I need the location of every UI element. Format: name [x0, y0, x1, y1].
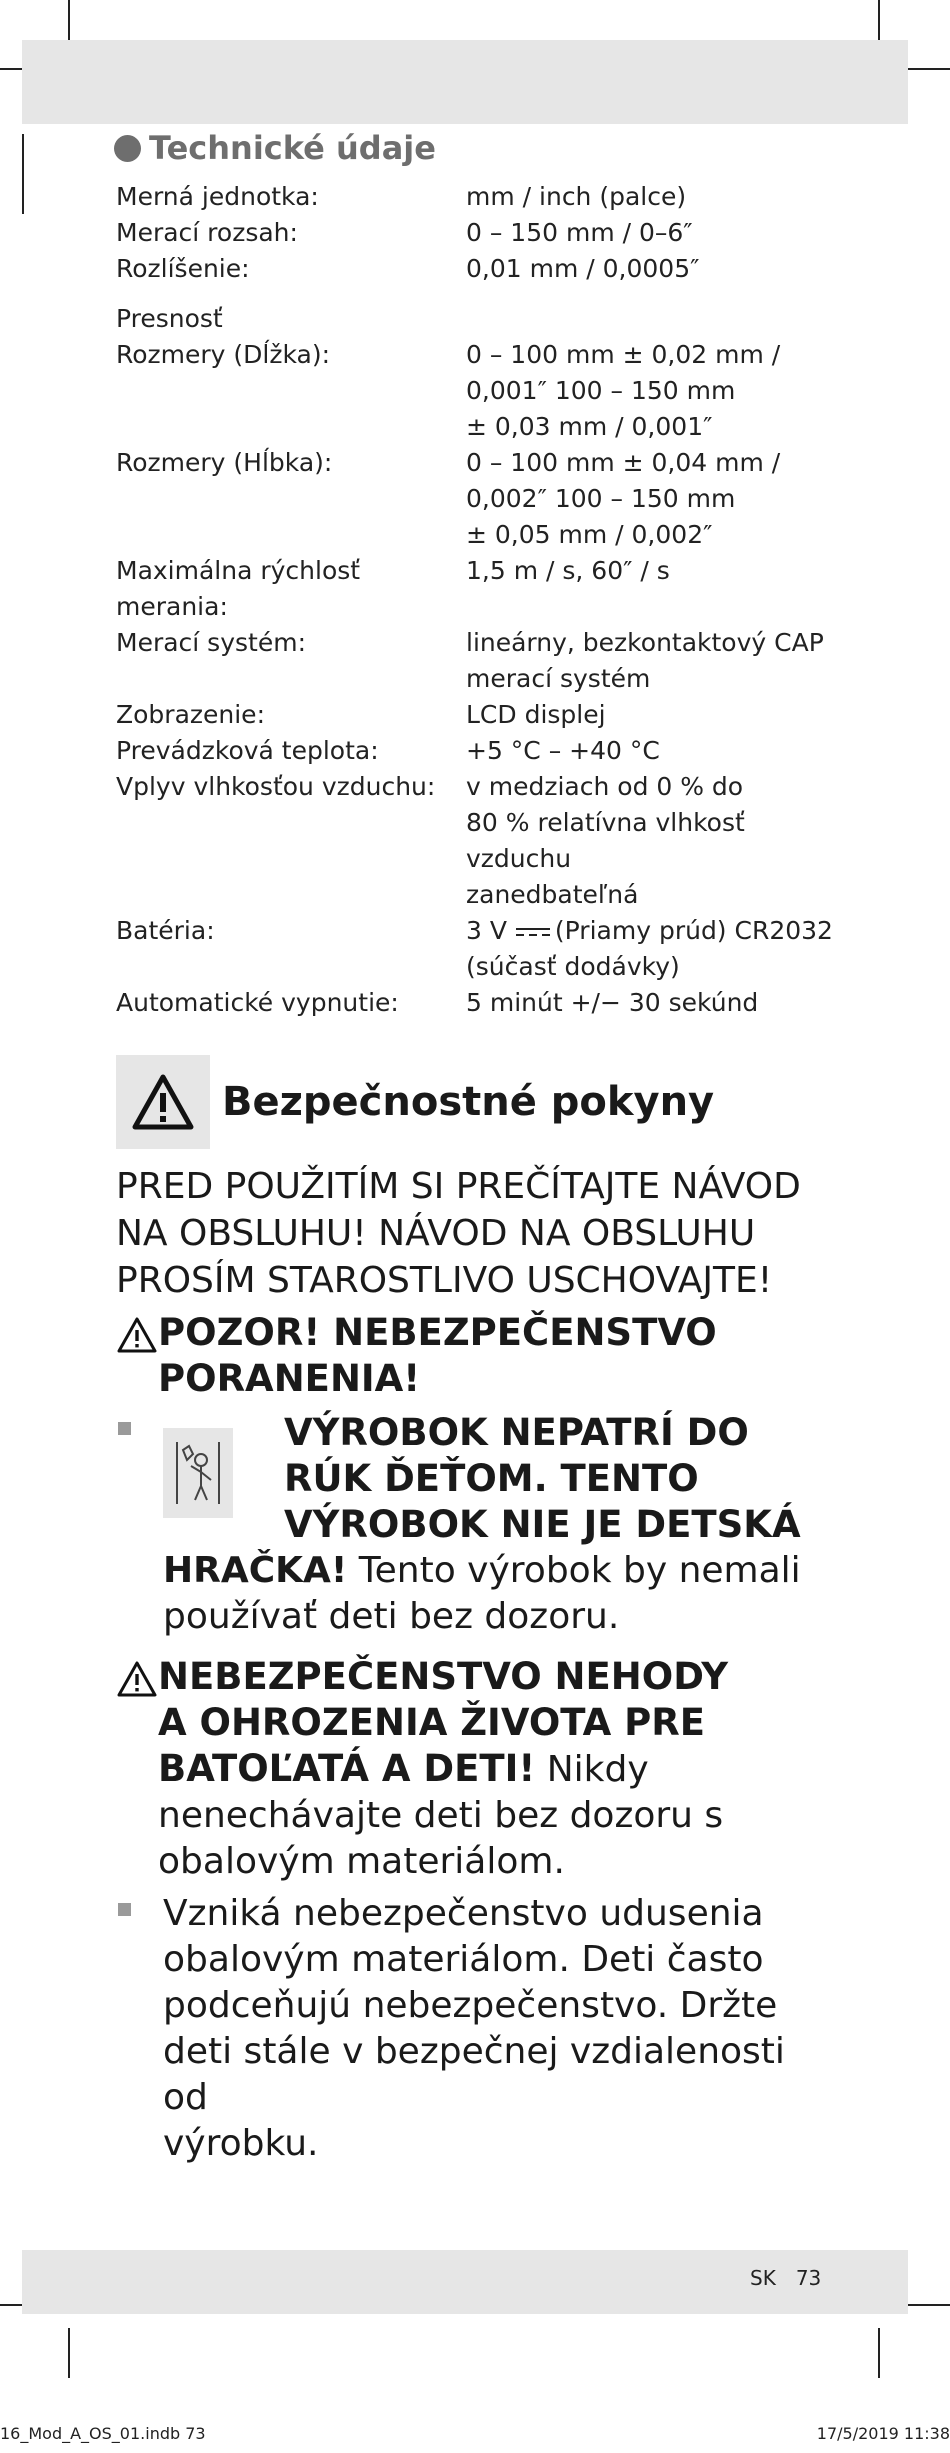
spec-value-line: +5 °C – +40 °C — [466, 736, 660, 765]
spec-value-line: ± 0,03 mm / 0,001″ — [466, 412, 713, 441]
spec-value-line: mm / inch (palce) — [466, 182, 687, 211]
spec-value — [466, 553, 836, 625]
spec-value-line: 0,002″ 100 – 150 mm — [466, 484, 736, 513]
warning-accident — [116, 1654, 836, 1885]
spec-label: Prevádzková teplota: — [116, 736, 379, 765]
spec-label: Rozmery (Dĺžka): — [116, 340, 331, 369]
warning-injury — [116, 1310, 836, 1402]
page-content — [116, 125, 836, 2167]
spec-row — [116, 445, 836, 553]
spec-value — [466, 697, 836, 733]
spec-table — [116, 179, 836, 1021]
spec-value-line: zanedbateľná — [466, 880, 639, 909]
crop-mark — [878, 0, 880, 40]
spec-row — [116, 215, 836, 251]
spec-row — [116, 179, 836, 215]
bullet-text: Tento výrobok by nemali — [347, 1550, 801, 1591]
spec-label: Merací systém: — [116, 628, 306, 657]
intro-line: PROSÍM STAROSTLIVO USCHOVAJTE! — [116, 1260, 773, 1301]
page-number: 73 — [795, 2266, 822, 2290]
spec-value-line: (súčasť dodávky) — [466, 952, 680, 981]
warning-line: NEBEZPEČENSTVO NEHODY — [158, 1655, 729, 1698]
bullet-text-line: podceňujú nebezpečenstvo. Držte — [163, 1985, 778, 2026]
spec-value-line: v medziach od 0 % do — [466, 772, 744, 801]
bullet-bold-line: VÝROBOK NEPATRÍ DO — [284, 1411, 749, 1454]
bullet-dot-icon — [114, 135, 141, 162]
spec-row — [116, 251, 836, 287]
spec-value — [466, 733, 836, 769]
spec-row — [116, 769, 836, 913]
spec-value — [466, 251, 836, 287]
spec-row — [116, 301, 836, 337]
crop-mark — [68, 2328, 70, 2378]
bullet-text-line: Vzniká nebezpečenstvo udusenia — [163, 1893, 764, 1934]
crop-mark — [906, 68, 950, 70]
child-warning-icon-box — [163, 1428, 233, 1518]
bullet-text-line: obalovým materiálom. Deti často — [163, 1939, 764, 1980]
spec-value-line: LCD displej — [466, 700, 606, 729]
spec-label: Zobrazenie: — [116, 700, 265, 729]
spec-row — [116, 337, 836, 445]
spacer — [116, 287, 836, 301]
bullet-text-line: deti stále v bezpečnej vzdialenosti od — [163, 2031, 785, 2118]
spec-value-line: 0,001″ 100 – 150 mm — [466, 376, 736, 405]
spec-value-line: 0,01 mm / 0,0005″ — [466, 254, 700, 283]
spec-label: Rozmery (Hĺbka): — [116, 448, 333, 477]
spec-label: Maximálna rýchlosť merania: — [116, 556, 361, 621]
direct-current-icon — [515, 926, 551, 938]
warning-text-normal: Nikdy — [535, 1749, 649, 1790]
print-slug-file: 16_Mod_A_OS_01.indb 73 — [0, 2424, 206, 2443]
spec-label: Merná jednotka: — [116, 182, 319, 211]
square-bullet-icon — [118, 1903, 131, 1916]
square-bullet-icon — [118, 1422, 131, 1435]
spec-value-line — [466, 913, 836, 949]
spec-label: Vplyv vlhkosťou vzduchu: — [116, 772, 436, 801]
spec-value-line: 0 – 150 mm / 0–6″ — [466, 218, 693, 247]
warning-line: POZOR! NEBEZPEČENSTVO — [158, 1311, 717, 1354]
child-hand-icon — [171, 1436, 225, 1510]
spec-value — [466, 625, 836, 697]
safety-title: Bezpečnostné pokyny — [222, 1079, 715, 1125]
warning-text — [158, 1310, 717, 1402]
bullet-children — [116, 1410, 836, 1640]
bullet-bold-line: RÚK ĎEŤOM. TENTO — [284, 1457, 699, 1500]
spec-value — [466, 337, 836, 445]
spec-value — [466, 215, 836, 251]
spec-value — [466, 301, 836, 337]
spec-value-line: merací systém — [466, 664, 651, 693]
spec-row — [116, 985, 836, 1021]
print-slug-date: 17/5/2019 11:38 — [816, 2424, 950, 2443]
bullet-mixed-line — [116, 1548, 836, 1594]
spec-label: Rozlíšenie: — [116, 254, 250, 283]
technical-heading — [114, 129, 836, 167]
spec-row — [116, 553, 836, 625]
spec-value — [466, 445, 836, 553]
warning-line: PORANENIA! — [158, 1357, 421, 1400]
spec-value — [466, 769, 836, 913]
spec-value-line: 80 % relatívna vlhkosť vzduchu — [466, 808, 745, 873]
warning-text-line: nenechávajte deti bez dozoru s — [158, 1795, 724, 1836]
warning-text-line: obalovým materiálom. — [158, 1841, 565, 1882]
warning-triangle-icon — [131, 1073, 195, 1131]
bullet-text-line: používať deti bez dozoru. — [163, 1596, 620, 1637]
language-code: SK — [750, 2266, 776, 2290]
warning-text — [158, 1654, 728, 1885]
spec-row — [116, 733, 836, 769]
spec-label: Batéria: — [116, 916, 215, 945]
spec-value — [466, 913, 836, 985]
spec-value-line: 5 minút +/− 30 sekúnd — [466, 988, 759, 1017]
header-band — [22, 40, 908, 124]
spec-value-line: 0 – 100 mm ± 0,04 mm / — [466, 448, 781, 477]
spec-value — [466, 179, 836, 215]
warning-triangle-icon — [116, 1314, 158, 1356]
spec-row — [116, 697, 836, 733]
bullet-bold-end: HRAČKA! — [163, 1550, 348, 1591]
spec-row — [116, 625, 836, 697]
page-footer — [750, 2266, 841, 2290]
warning-bold-end: BATOĽATÁ A DETI! — [158, 1747, 536, 1790]
bullet-text-line: výrobku. — [163, 2123, 319, 2164]
spec-value-line: 1,5 m / s, 60″ / s — [466, 556, 670, 585]
crop-mark — [68, 0, 70, 40]
bullet-bold-line: VÝROBOK NIE JE DETSKÁ — [284, 1503, 801, 1546]
intro-text — [116, 1163, 836, 1304]
battery-type: (Priamy prúd) CR2032 — [554, 916, 833, 945]
warning-mixed-line — [158, 1746, 728, 1793]
safety-heading — [116, 1055, 836, 1149]
spec-label: Merací rozsah: — [116, 218, 298, 247]
spec-label: Automatické vypnutie: — [116, 988, 399, 1017]
crop-mark — [906, 2304, 950, 2306]
crop-mark — [22, 134, 24, 214]
intro-line: NA OBSLUHU! NÁVOD NA OBSLUHU — [116, 1213, 756, 1254]
crop-mark — [878, 2328, 880, 2378]
battery-voltage: 3 V — [466, 916, 507, 945]
spec-row — [116, 913, 836, 985]
spec-value-line: lineárny, bezkontaktový CAP — [466, 628, 824, 657]
bullet-suffocation — [116, 1891, 836, 2167]
intro-line: PRED POUŽITÍM SI PREČÍTAJTE NÁVOD — [116, 1166, 801, 1207]
warning-box — [116, 1055, 210, 1149]
spec-value — [466, 985, 836, 1021]
warning-triangle-icon — [116, 1658, 158, 1700]
spec-value-line: ± 0,05 mm / 0,002″ — [466, 520, 713, 549]
warning-line: A OHROZENIA ŽIVOTA PRE — [158, 1701, 706, 1744]
spec-value-line: 0 – 100 mm ± 0,02 mm / — [466, 340, 781, 369]
spec-label: Presnosť — [116, 304, 223, 333]
technical-title: Technické údaje — [149, 129, 436, 167]
